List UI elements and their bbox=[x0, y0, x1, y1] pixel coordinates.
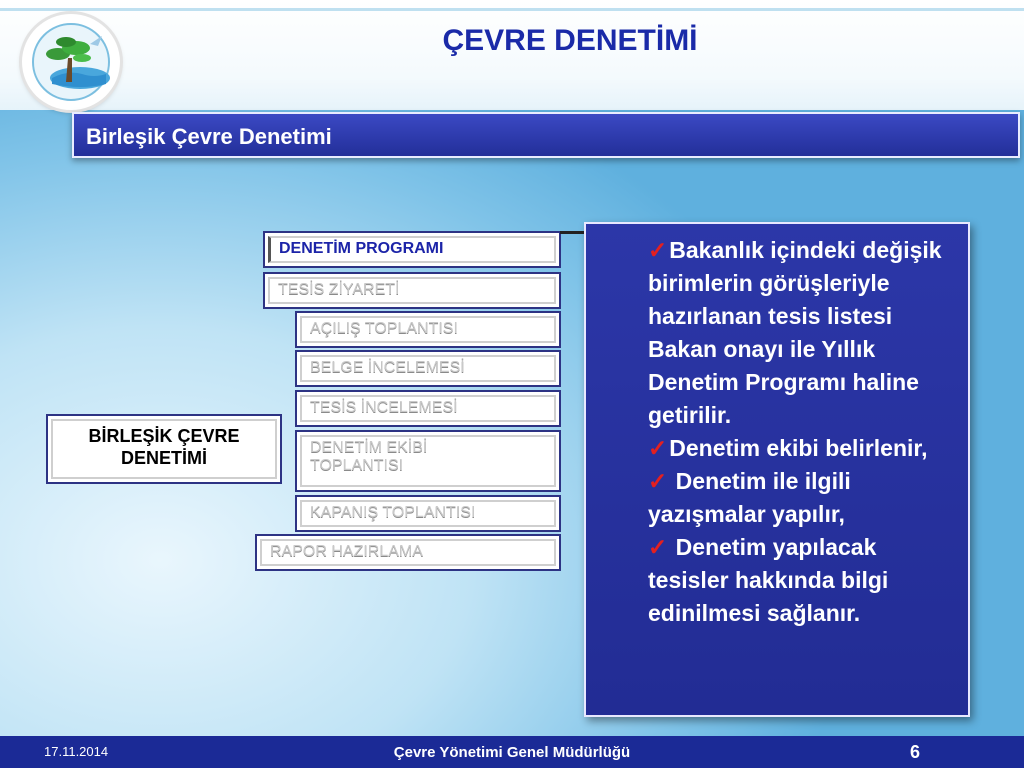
step-label: TESİS ZİYARETİ bbox=[268, 277, 556, 304]
step-label: BELGE İNCELEMESİ bbox=[300, 355, 556, 382]
main-process-box bbox=[46, 414, 282, 484]
slide-title: ÇEVRE DENETİMİ bbox=[442, 24, 698, 57]
step-tesis-incelemesi bbox=[295, 390, 561, 427]
checkmark-icon: ✓ bbox=[648, 468, 668, 494]
bullet-item bbox=[648, 432, 956, 465]
footer-organization: Çevre Yönetimi Genel Müdürlüğü bbox=[393, 744, 631, 761]
step-label: RAPOR HAZIRLAMA bbox=[260, 539, 556, 566]
bullet-text: Denetim yapılacak tesisler hakkında bilgi edinilmesi sağlanır. bbox=[648, 534, 889, 626]
info-panel bbox=[584, 222, 970, 717]
checkmark-icon: ✓ bbox=[648, 435, 668, 461]
checkmark-icon: ✓ bbox=[648, 534, 668, 560]
step-label: AÇILIŞ TOPLANTISI bbox=[300, 316, 556, 343]
step-tesis-ziyareti bbox=[263, 272, 561, 309]
bullet-text: Bakanlık içindeki değişik birimlerin görüşleriyle hazırlanan tesis listesi Bakan onayı ile Yıllık Denetim Programı haline getirilir. bbox=[648, 237, 942, 428]
step-label: TESİS İNCELEMESİ bbox=[300, 395, 556, 422]
bullet-list bbox=[586, 224, 968, 630]
bullet-item bbox=[648, 234, 956, 432]
bullet-text: Denetim ile ilgili yazışmalar yapılır, bbox=[648, 468, 851, 527]
bullet-text: Denetim ekibi belirlenir, bbox=[669, 435, 928, 461]
step-label: DENETİM EKİBİ TOPLANTISI bbox=[300, 435, 556, 487]
subtitle-banner bbox=[72, 112, 1020, 158]
step-label: DENETİM PROGRAMI bbox=[268, 236, 556, 263]
step-rapor-hazirlama bbox=[255, 534, 561, 571]
page-number: 6 bbox=[910, 742, 921, 762]
step-denetim-programi bbox=[263, 231, 561, 268]
subtitle-text: Birleşik Çevre Denetimi bbox=[86, 124, 332, 149]
footer-date: 17.11.2014 bbox=[44, 744, 109, 759]
step-denetim-ekibi-toplantisi bbox=[295, 430, 561, 492]
bullet-item bbox=[648, 531, 956, 630]
header-rule bbox=[0, 8, 1024, 11]
main-process-label: BİRLEŞİK ÇEVRE DENETİMİ bbox=[51, 419, 277, 479]
step-kapanis-toplantisi bbox=[295, 495, 561, 532]
bullet-item bbox=[648, 465, 956, 531]
step-belge-incelemesi bbox=[295, 350, 561, 387]
footer-bar bbox=[0, 736, 1024, 768]
step-acilis-toplantisi bbox=[295, 311, 561, 348]
checkmark-icon: ✓ bbox=[648, 237, 668, 263]
step-label: KAPANIŞ TOPLANTISI bbox=[300, 500, 556, 527]
